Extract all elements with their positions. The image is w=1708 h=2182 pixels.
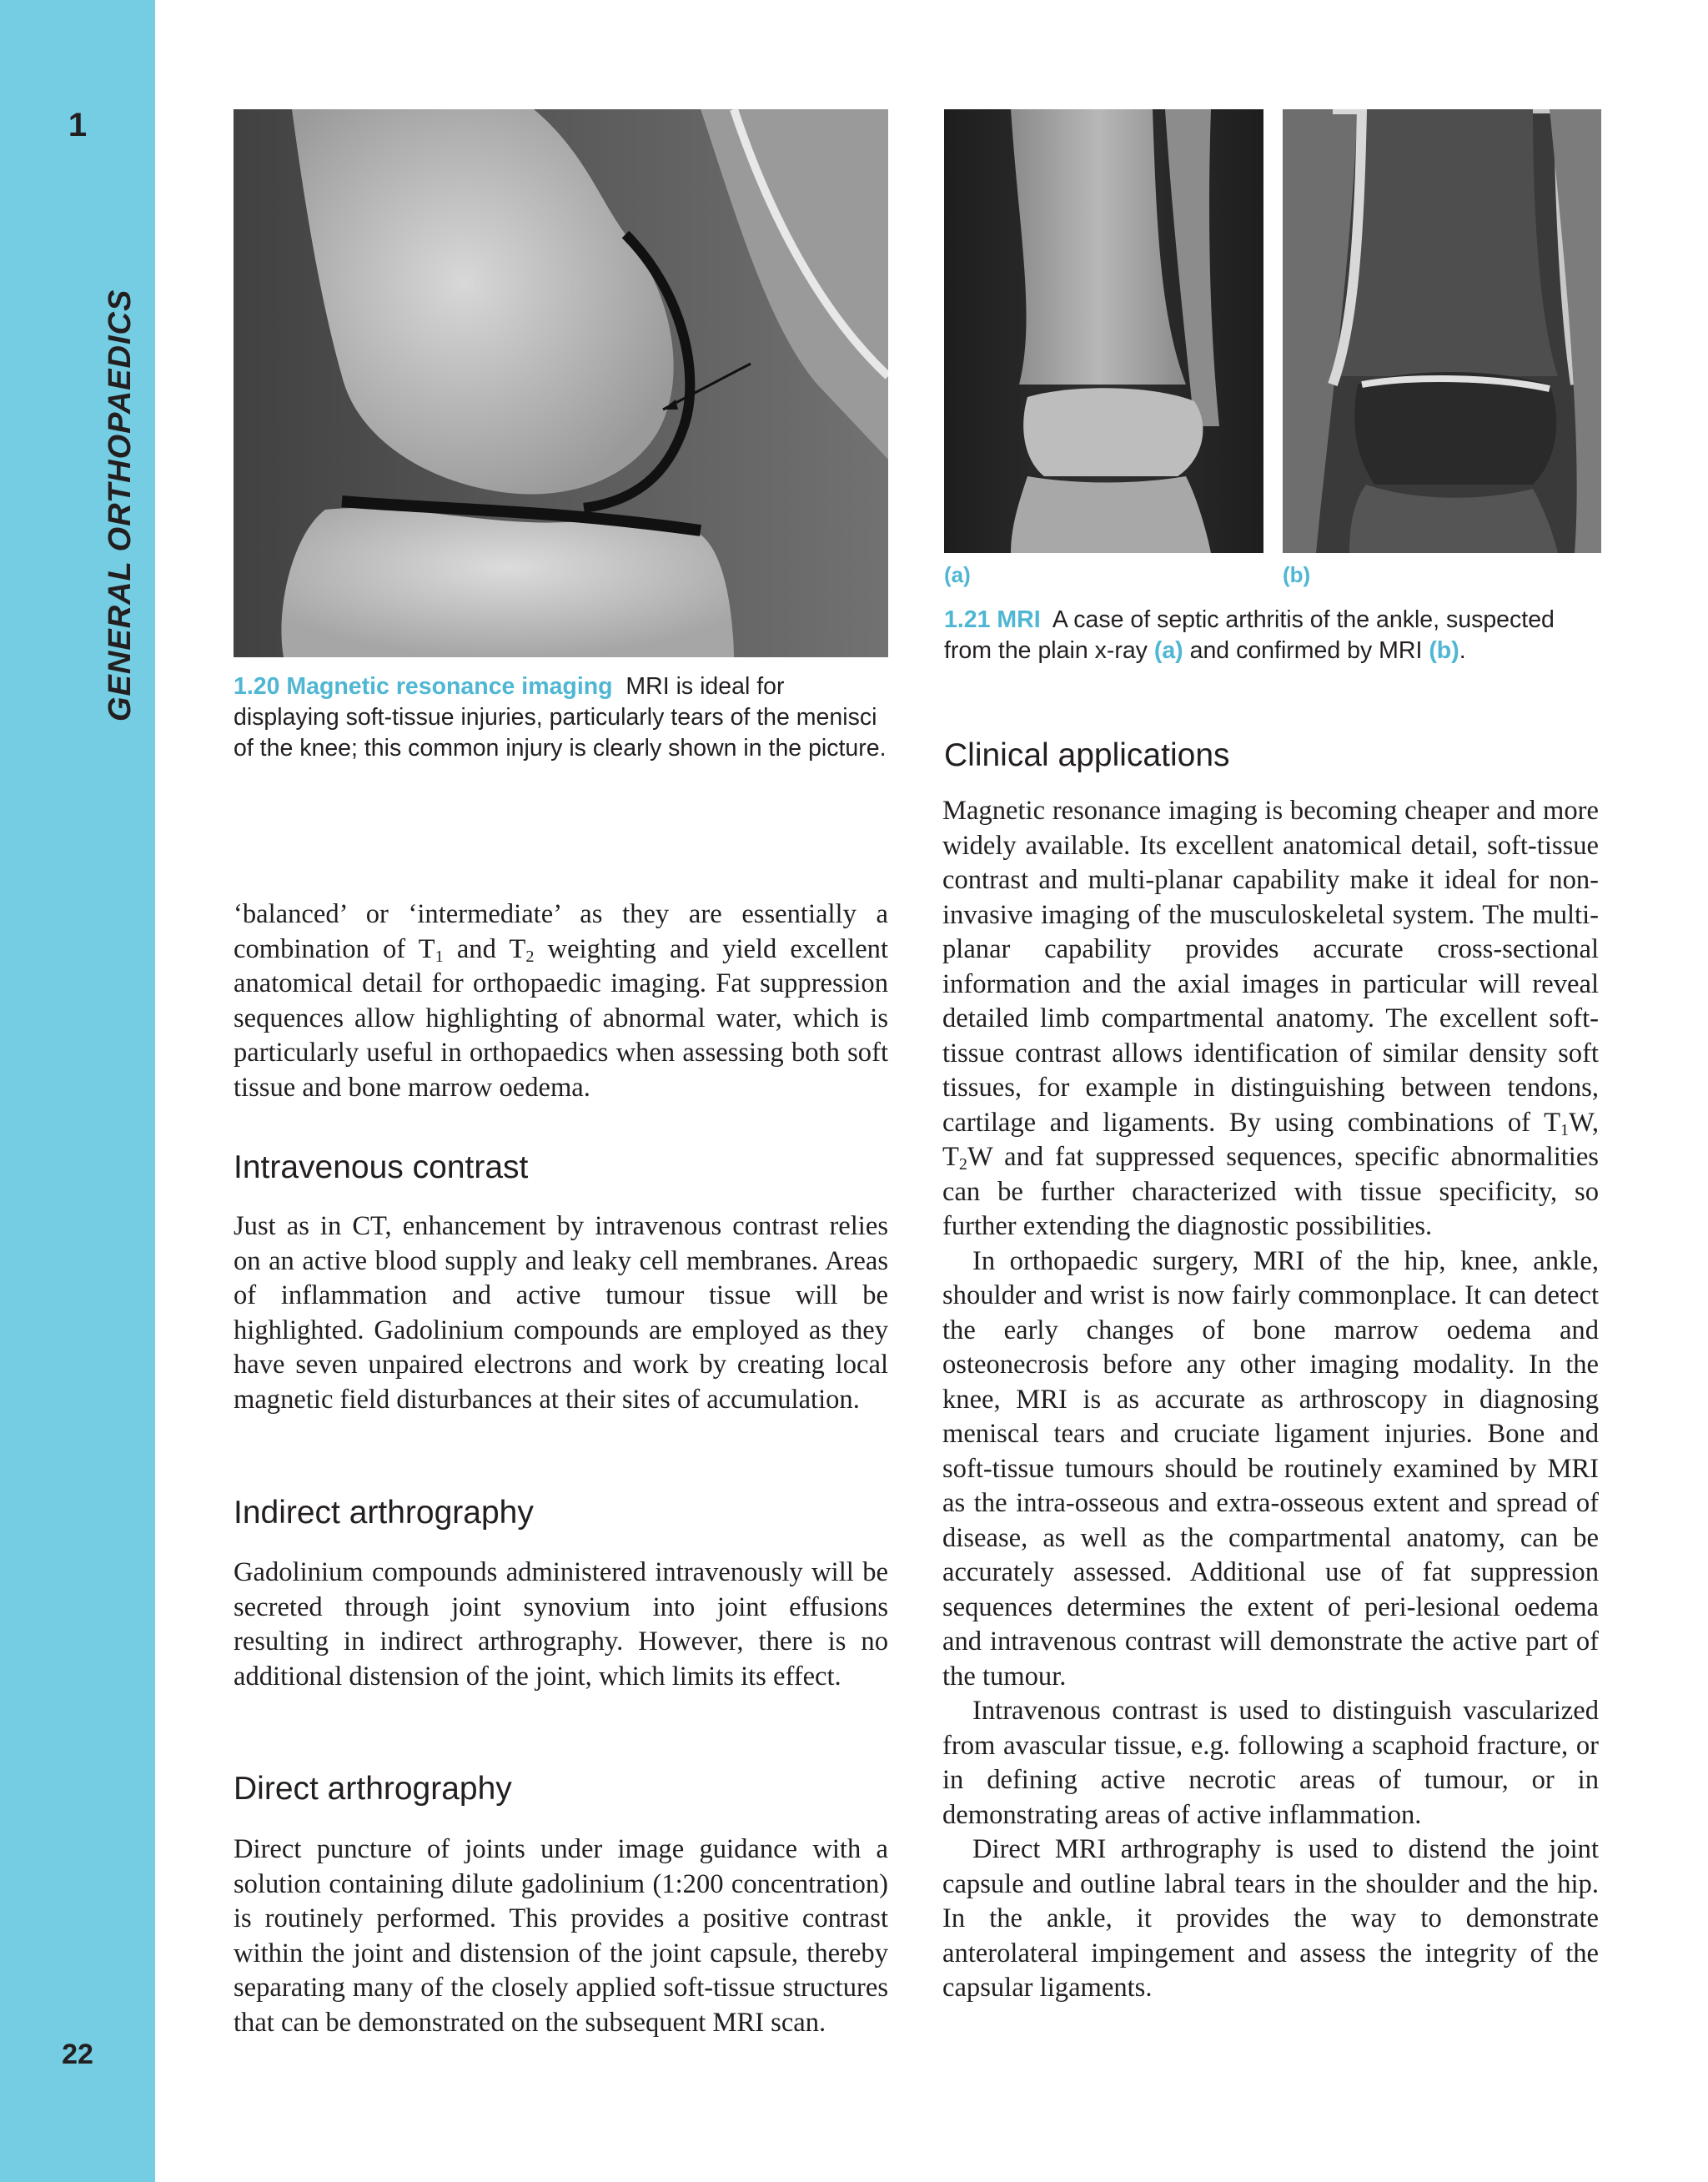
chapter-number: 1: [68, 107, 88, 143]
figure-1-20-caption: [234, 671, 888, 764]
figure-1-21-ref-a: (a): [1153, 637, 1183, 664]
figure-1-20-text: MRI is ideal for displaying soft-tissue injuries, particularly tears of the menisci of the knee; this common injury is clearly shown in the picture.: [234, 673, 887, 762]
section-title: GENERAL ORTHOPAEDICS: [103, 289, 138, 721]
paragraph-indirect-arthrography: Gadolinium compounds administered intravenously will be secreted through joint synovium into joint effusions resulting in indirect arthrography. However, there is no additional distension of the joint, which limits its effect.: [234, 1557, 888, 1692]
panel-label-b: (b): [1283, 562, 1311, 587]
paragraph-clinical-1: Magnetic resonance imaging is becoming cheaper and more widely available. Its excellent anatomical detail, soft-tissue contrast and multi-planar capability make it ideal for non-invasive imaging of the musculoskeletal system. The multi-planar capability provides accurate cross-sectional information and the axial images in particular will reveal detailed limb compartmental anatomy. The excellent soft-tissue contrast allows identification of similar density soft tissues, for example in distinguishing between tendons, cartilage and ligaments. By using combinations of $T_1W$, $T_2W$ and fat suppressed sequences, specific abnormalities can be further characterized with tissue specificity, so further extending the diagnostic possibilities.: [942, 796, 1599, 1241]
figure-1-21-text-1: A case of septic arthritis of the ankle, suspected from the plain x-ray: [944, 606, 1555, 664]
chapter-sidebar: [0, 0, 155, 2182]
heading-indirect-arthrography: Indirect arthrography: [234, 1495, 534, 1531]
intro-paragraph: ‘balanced’ or ‘intermediate’ as they are essentially a combination of $T_1$ and $T_2$ weighting and yield excellent anatomical detail for orthopaedic imaging. Fat suppression sequences allow highlighting of abnormal water, which is particularly useful in orthopaedics when assessing both soft tissue and bone marrow oedema.: [234, 899, 888, 1103]
heading-direct-arthrography: Direct arthrography: [234, 1771, 512, 1807]
clinical-applications-text: [942, 794, 1599, 2006]
figure-1-21-caption: [944, 605, 1603, 666]
figure-1-21-text-2: and confirmed by MRI: [1189, 637, 1423, 664]
paragraph-intravenous-contrast: Just as in CT, enhancement by intravenous contrast relies on an active blood supply and leaky cell membranes. Areas of inflammation and active tumour tissue will be highlighted. Gadolinium compounds are employed as they have seven unpaired electrons and work by creating local magnetic field disturbances at their sites of accumulation.: [234, 1211, 888, 1415]
paragraph-clinical-2: In orthopaedic surgery, MRI of the hip, knee, ankle, shoulder and wrist is now fairly commonplace. It can detect the early changes of bone marrow oedema and osteonecrosis before any other imaging modality. In the knee, MRI is as accurate as arthroscopy in diagnosing meniscal tears and cruciate ligament injuries. Bone and soft-tissue tumours should be routinely examined by MRI as the intra-osseous and extra-osseous extent and spread of disease, as well as the compartmental anatomy, can be accurately assessed. Additional use of fat suppression sequences determines the extent of peri-lesional oedema and intravenous contrast will demonstrate the active part of the tumour.: [942, 1245, 1599, 1692]
figure-1-20-label: 1.20 Magnetic resonance imaging: [234, 673, 613, 700]
ankle-mri-image: [1283, 109, 1601, 553]
figure-1-21-label: 1.21 MRI: [944, 606, 1041, 633]
figure-1-21-ref-b: (b): [1429, 637, 1459, 664]
figure-1-21-text-3: .: [1459, 637, 1466, 664]
knee-mri-image: [234, 109, 888, 657]
ankle-xray-image: [944, 109, 1263, 553]
paragraph-clinical-3: Intravenous contrast is used to distinguish vascularized from avascular tissue, e.g. following a scaphoid fracture, or in defining active necrotic areas of tumour, or in demonstrating areas of active inflammation.: [942, 1696, 1599, 1830]
heading-clinical-applications: Clinical applications: [944, 737, 1230, 773]
paragraph-clinical-4: Direct MRI arthrography is used to distend the joint capsule and outline labral tears in the shoulder and the hip. In the ankle, it provides the way to demonstrate anterolateral impingement and assess the integrity of the capsular ligaments.: [942, 1834, 1599, 2003]
panel-label-a: (a): [944, 562, 971, 587]
heading-intravenous-contrast: Intravenous contrast: [234, 1149, 529, 1185]
page-number: 22: [62, 2039, 93, 2070]
paragraph-direct-arthrography: Direct puncture of joints under image guidance with a solution containing dilute gadolinium (1:200 concentration) is routinely performed. This provides a positive contrast within the joint and distension of the joint capsule, thereby separating many of the closely applied soft-tissue structures that can be demonstrated on the subsequent MRI scan.: [234, 1834, 888, 2038]
